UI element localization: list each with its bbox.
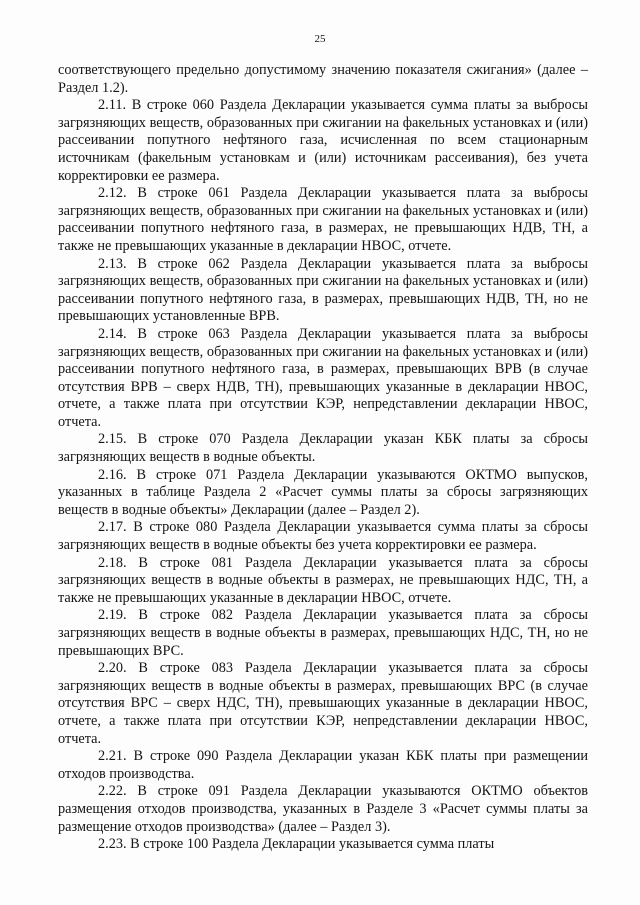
paragraph-2-19: 2.19. В строке 082 Раздела Декларации указывается плата за сбросы загрязняющих веществ в водные объекты в размерах, превышающих НДС, ТН, но не превышающих ВРС. [58,607,588,659]
paragraph-2-12: 2.12. В строке 061 Раздела Декларации указывается плата за выбросы загрязняющих веществ, образованных при сжигании на факельных установках и (или) рассеивании попутного нефтяного газа, в размерах, не превышающих НДВ, ТН, а также не превышающих указанные в декларации НВОС, отчете. [58,185,588,254]
paragraph-2-21: 2.21. В строке 090 Раздела Декларации указан КБК платы при размещении отходов производства. [58,748,588,782]
paragraph-2-17: 2.17. В строке 080 Раздела Декларации указывается сумма платы за сбросы загрязняющих веществ в водные объекты без учета корректировки ее размера. [58,519,588,554]
paragraph-2-14: 2.14. В строке 063 Раздела Декларации указывается плата за выбросы загрязняющих веществ, образованных при сжигании на факельных установках и (или) рассеивании попутного нефтяного газа, в размерах, превышающих ВРВ (в случае отсутствия ВРВ – сверх НДВ, ТН), превышающих указанные в декларации НВОС, отчете, а также плата при отсутствии КЭР, непредставлении декларации НВОС, отчета. [58,325,588,430]
paragraph-2-20: 2.20. В строке 083 Раздела Декларации указывается плата за сбросы загрязняющих веществ в водные объекты в размерах, превышающих ВРС (в случае отсутствия ВРС – сверх НДС, ТН), превышающих указанные в декларации НВОС, отчете, а также плата при отсутствии КЭР, непредставлении декларации НВОС, отчета. [58,660,588,747]
document-body [58,62,588,854]
paragraph-2-18: 2.18. В строке 081 Раздела Декларации указывается плата за сбросы загрязняющих веществ в водные объекты в размерах, не превышающих НДС, ТН, а также не превышающих указанные в декларации НВОС, отчете. [58,554,588,606]
paragraph-2-16: 2.16. В строке 071 Раздела Декларации указываются ОКТМО выпусков, указанных в таблице Раздела 2 «Расчет суммы платы за сбросы загрязняющих веществ в водные объекты» Декларации (далее – Раздел 2). [58,466,588,518]
paragraph-2-11: 2.11. В строке 060 Раздела Декларации указывается сумма платы за выбросы загрязняющих веществ, образованных при сжигании на факельных установках и (или) рассеивании попутного нефтяного газа, исчисленная по всем стационарным источникам (факельным установкам и (или) источникам рассеивания), без учета корректировки ее размера. [58,97,588,184]
paragraph-2-13: 2.13. В строке 062 Раздела Декларации указывается плата за выбросы загрязняющих веществ, образованных при сжигании на факельных установках и (или) рассеивании попутного нефтяного газа, в размерах, превышающих НДВ, ТН, но не превышающих установленные ВРВ. [58,255,588,325]
paragraph-2-22: 2.22. В строке 091 Раздела Декларации указываются ОКТМО объектов размещения отходов производства, указанных в Разделе 3 «Расчет суммы платы за размещение отходов производства» (далее – Раздел 3). [58,783,588,835]
paragraph-2-15: 2.15. В строке 070 Раздела Декларации указан КБК платы за сбросы загрязняющих веществ в водные объекты. [58,431,588,466]
page-number: 25 [314,33,326,45]
paragraph-continuation: соответствующего предельно допустимому значению показателя сжигания» (далее – Раздел 1.2). [58,62,588,96]
paragraph-2-23: 2.23. В строке 100 Раздела Декларации указывается сумма платы [98,836,495,853]
